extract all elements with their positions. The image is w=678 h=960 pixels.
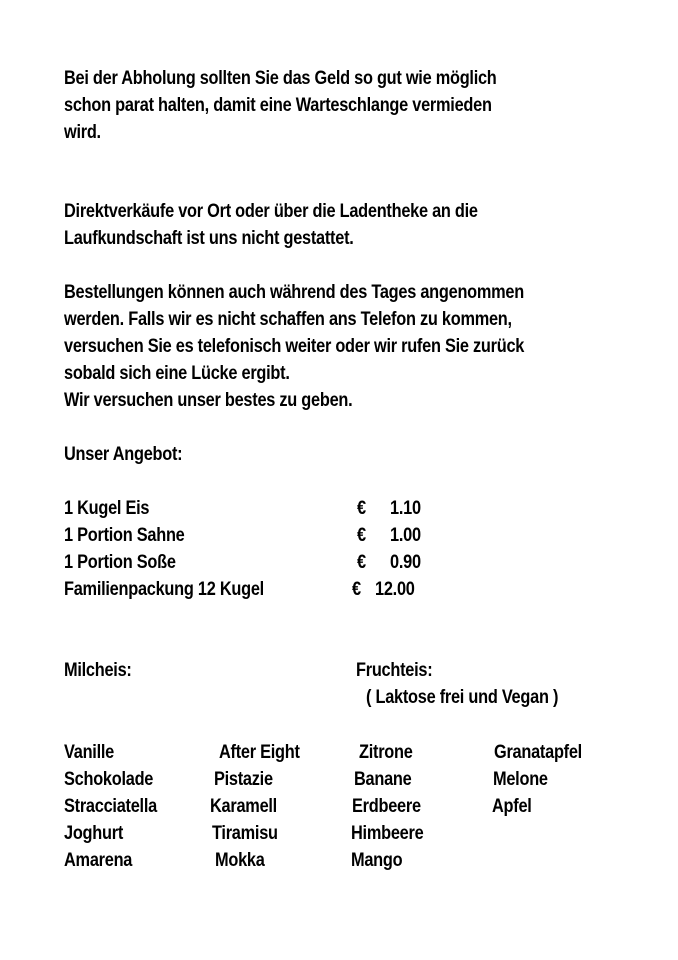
flavor-item: Mango: [351, 850, 403, 871]
price-item-value: 0.90: [390, 552, 421, 573]
paragraph-line: sobald sich eine Lücke ergibt.: [64, 363, 290, 384]
price-item-currency: €: [357, 498, 366, 519]
paragraph-line: Wir versuchen unser bestes zu geben.: [64, 390, 353, 411]
flavor-item: Pistazie: [214, 769, 273, 790]
fruit-ice-subtitle: ( Laktose frei und Vegan ): [366, 687, 559, 708]
flavor-item: Amarena: [64, 850, 133, 871]
price-item-name: 1 Portion Sahne: [64, 525, 185, 546]
price-item-value: 1.00: [390, 525, 421, 546]
flavor-item: Apfel: [492, 796, 532, 817]
paragraph-line: Bei der Abholung sollten Sie das Geld so gut wie möglich: [64, 68, 497, 89]
price-item-name: Familienpackung 12 Kugel: [64, 579, 264, 600]
flavor-item: Granatapfel: [494, 742, 582, 763]
price-item-value: 1.10: [390, 498, 421, 519]
price-item-currency: €: [357, 525, 366, 546]
price-item-name: 1 Portion Soße: [64, 552, 176, 573]
paragraph-line: versuchen Sie es telefonisch weiter oder wir rufen Sie zurück: [64, 336, 525, 357]
flavor-item: Erdbeere: [352, 796, 421, 817]
flavor-item: After Eight: [219, 742, 300, 763]
flavor-item: Stracciatella: [64, 796, 157, 817]
direct-sales-paragraph: [64, 198, 597, 252]
paragraph-line: werden. Falls wir es nicht schaffen ans Telefon zu kommen,: [64, 309, 512, 330]
flavor-item: Karamell: [210, 796, 277, 817]
paragraph-line: schon parat halten, damit eine Warteschlange vermieden: [64, 95, 492, 116]
price-item-value: 12.00: [375, 579, 415, 600]
flavor-item: Schokolade: [64, 769, 154, 790]
paragraph-line: Laufkundschaft ist uns nicht gestattet.: [64, 228, 354, 249]
paragraph-line: wird.: [64, 122, 101, 143]
flavor-item: Banane: [354, 769, 412, 790]
price-item-currency: €: [357, 552, 366, 573]
pickup-paragraph: [64, 65, 597, 146]
paragraph-line: Bestellungen können auch während des Tages angenommen: [64, 282, 524, 303]
flavor-item: Melone: [493, 769, 548, 790]
flavor-item: Himbeere: [351, 823, 424, 844]
paragraph-line: Direktverkäufe vor Ort oder über die Ladentheke an die: [64, 201, 478, 222]
flavor-item: Zitrone: [359, 742, 413, 763]
fruit-ice-title: Fruchteis:: [356, 660, 433, 681]
flavor-item: Vanille: [64, 742, 114, 763]
price-item-currency: €: [352, 579, 361, 600]
offer-title: Unser Angebot:: [64, 444, 183, 465]
price-item-name: 1 Kugel Eis: [64, 498, 150, 519]
orders-paragraph: [64, 279, 597, 414]
flavor-item: Mokka: [215, 850, 265, 871]
milk-ice-title: Milcheis:: [64, 660, 132, 681]
flavor-item: Joghurt: [64, 823, 124, 844]
flavor-item: Tiramisu: [212, 823, 278, 844]
